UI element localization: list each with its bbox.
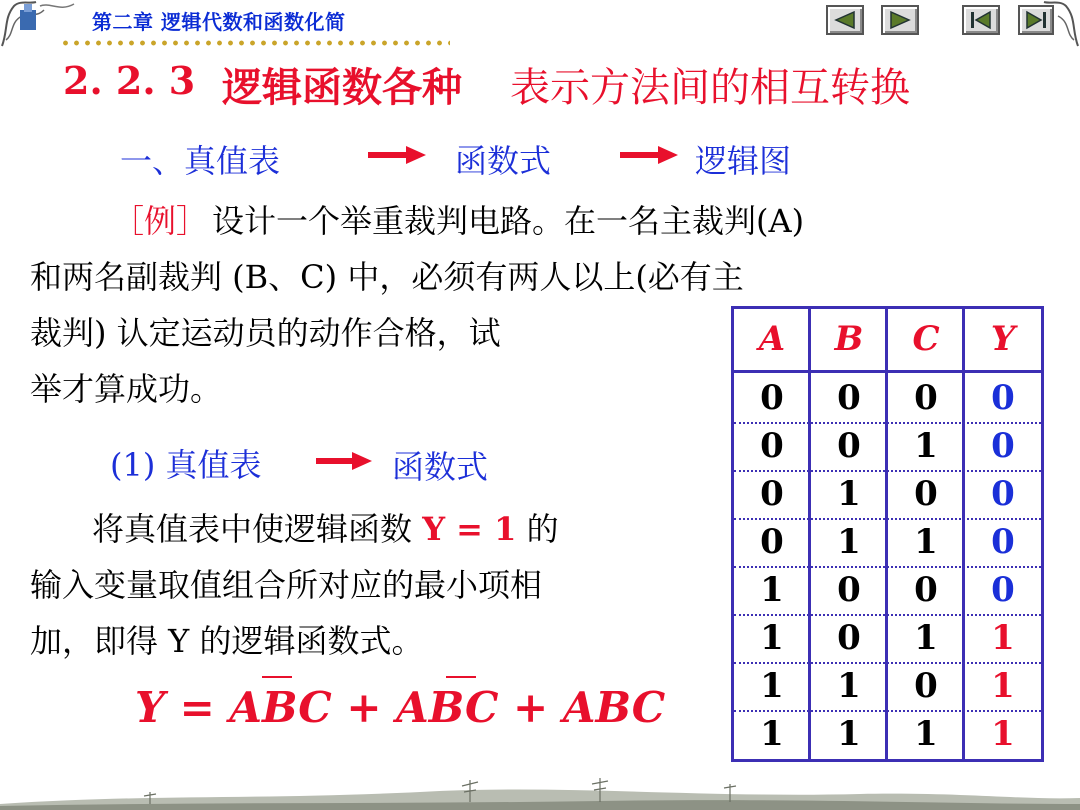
cell-b: 1: [837, 474, 861, 514]
desc-line-1-end: 的: [516, 510, 559, 548]
cell-c: 1: [914, 714, 938, 754]
cell-a: 0: [760, 474, 784, 514]
cell-c: 0: [914, 570, 938, 610]
section-number: 2. 2. 3: [63, 58, 196, 103]
cell-y: 0: [991, 426, 1015, 466]
cell-b: 0: [837, 570, 861, 610]
nav-first-button[interactable]: [962, 5, 1000, 35]
example-line-3: 裁判) 认定运动员的动作合格，试: [30, 314, 501, 352]
desc-equation-y1: Y = 1: [422, 510, 517, 548]
table-row: [734, 520, 1041, 568]
table-row: [734, 568, 1041, 616]
cell-y: 0: [991, 522, 1015, 562]
flow-step-function: 函数式: [455, 142, 552, 180]
example-line-1: 设计一个举重裁判电路。在一名主裁判(A): [212, 202, 805, 240]
table-row: [734, 616, 1041, 664]
cell-c: 0: [914, 378, 938, 418]
table-row: [734, 376, 1041, 424]
cell-y: 0: [991, 378, 1015, 418]
table-row: [734, 472, 1041, 520]
cell-c: 1: [914, 426, 938, 466]
example-line-2: 和两名副裁判 (B、C) 中，必须有两人以上(必有主: [30, 258, 744, 296]
dotted-divider: [60, 40, 450, 46]
table-row: [734, 712, 1041, 760]
cell-b: 0: [837, 618, 861, 658]
cell-a: 0: [760, 426, 784, 466]
cell-b: 1: [837, 714, 861, 754]
cell-a: 1: [760, 714, 784, 754]
sub-heading-function: 函数式: [392, 448, 489, 486]
cell-a: 1: [760, 570, 784, 610]
nav-prev-button[interactable]: [826, 5, 864, 35]
cell-y: 1: [991, 618, 1015, 658]
cell-a: 0: [760, 378, 784, 418]
cell-b: 0: [837, 378, 861, 418]
nav-next-button[interactable]: [881, 5, 919, 35]
desc-line-3: 加，即得 Y 的逻辑函数式。: [30, 622, 424, 660]
cell-a: 1: [760, 666, 784, 706]
cell-y: 0: [991, 570, 1015, 610]
header-b: B: [834, 319, 864, 359]
cell-y: 1: [991, 714, 1015, 754]
overline-a: [262, 676, 292, 678]
skip-to-start-icon: [968, 10, 994, 30]
arrow-right-icon: [316, 452, 372, 470]
truth-table: [731, 306, 1044, 762]
cell-y: 1: [991, 666, 1015, 706]
flow-step-truth-table: 一、真值表: [120, 142, 281, 180]
header-bar: [0, 0, 1080, 50]
header-a: A: [758, 319, 786, 359]
desc-line-1-text: 将真值表中使逻辑函数: [92, 510, 423, 548]
cell-y: 0: [991, 474, 1015, 514]
cell-c: 0: [914, 666, 938, 706]
corner-ornament-right-icon: [1020, 0, 1080, 48]
sub-heading-truth-table: (1) 真值表: [110, 446, 262, 484]
header-c: C: [912, 319, 940, 359]
triangle-left-icon: [832, 10, 858, 30]
cell-a: 0: [760, 522, 784, 562]
bottom-landscape-decoration: [0, 774, 1080, 810]
table-row: [734, 664, 1041, 712]
cell-b: 0: [837, 426, 861, 466]
triangle-right-icon: [887, 10, 913, 30]
cell-c: 1: [914, 522, 938, 562]
logic-formula: Y = ABC + ABC + ABC: [135, 683, 666, 732]
desc-line-2: 输入变量取值组合所对应的最小项相: [30, 566, 543, 604]
table-row: [734, 424, 1041, 472]
example-label: ［例］: [112, 202, 209, 240]
cell-c: 0: [914, 474, 938, 514]
arrow-right-icon: [620, 146, 678, 164]
cell-a: 1: [760, 618, 784, 658]
cell-b: 1: [837, 666, 861, 706]
desc-line-1: [92, 504, 559, 550]
section-title-bold: 逻辑函数各种: [222, 65, 462, 111]
cell-b: 1: [837, 522, 861, 562]
overline-c: [446, 676, 476, 678]
header-y: Y: [990, 319, 1016, 359]
section-title-rest: 表示方法间的相互转换: [510, 65, 910, 111]
chapter-title: 第二章 逻辑代数和函数化简: [92, 10, 346, 34]
example-line-4: 举才算成功。: [30, 370, 223, 408]
flow-step-logic-diagram: 逻辑图: [695, 142, 792, 180]
cell-c: 1: [914, 618, 938, 658]
arrow-right-icon: [368, 146, 426, 164]
